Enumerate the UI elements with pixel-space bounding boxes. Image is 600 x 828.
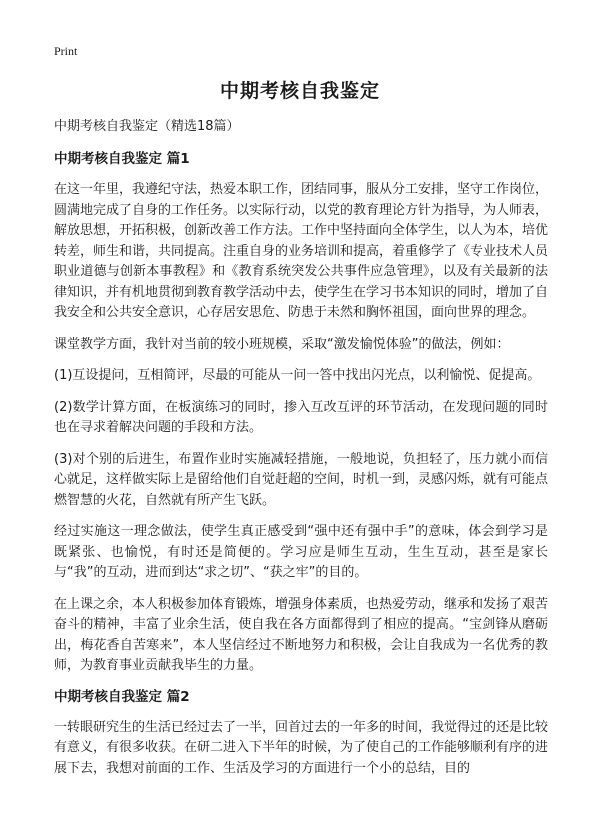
article-body (54, 118, 548, 790)
paragraph: (3)对个别的后进生，布置作业时实施减轻措施，一般地说，负担轻了，压力就小而信心就足，这样做实际上是留给他们自觉赶超的空间，时机一到，灵感闪烁，就有可能点燃智慧的火花，自然就有所产生飞跃。 (54, 451, 549, 508)
page-title: 中期考核自我鉴定 (219, 80, 380, 102)
section-heading-1: 中期考核自我鉴定 篇1 (54, 151, 190, 167)
paragraph: 课堂教学方面，我针对当前的较小班规模，采取“激发愉悦体验”的做法，例如： (54, 336, 510, 352)
paragraph: 在上课之余，本人积极参加体育锻炼，增强身体素质，也热爱劳动，继承和发扬了艰苦奋斗的精神，丰富了业余生活，使自我在各方面都得到了相应的提高。“宝剑锋从磨砺出，梅花香自苦寒来”，本人坚信经过不断地努力和积极，会让自我成为一名优秀的教师，为教育事业贡献我毕生的力量。 (54, 596, 549, 673)
paragraph: (2)数学计算方面，在板演练习的同时，掺入互改互评的环节活动，在发现问题的同时也在寻求着解决问题的手段和方法。 (54, 399, 548, 435)
section-heading-2: 中期考核自我鉴定 篇2 (54, 688, 190, 705)
print-link[interactable]: Print (54, 44, 78, 58)
article-subtitle: 中期考核自我鉴定（精选18篇） (54, 119, 240, 134)
paragraph: 在这一年里，我遵纪守法，热爱本职工作，团结同事，服从分工安排，坚守工作岗位，圆满地完成了自身的工作任务。以实际行动，以党的教育理论方针为指导，为人师表，解放思想，开拓积极，创新改善工作方法。工作中坚持面向全体学生，以人为本，培优转差，师生和谐，共同提高。注重自身的业务培训和提高，着重修学了《专业技术人员职业道德与创新本事教程》和《教育系统突发公共事件应急管理》，以及有关最新的法律知识，并有机地贯彻到教育教学活动中去，使学生在学习书本知识的同时，增加了自我安全和公共安全意识，心存居安思危、防患于未然和胸怀祖国，面向世界的理念。 (54, 182, 549, 320)
paragraph: 一转眼研究生的生活已经过去了一半，回首过去的一年多的时间，我觉得过的还是比较有意义，有很多收获。在研二进入下半年的时候，为了使自己的工作能够顺利有序的进展下去，我想对前面的工作、生活及学习的方面进行一个小的总结，目的 (54, 719, 549, 776)
paragraph: 经过实施这一理念做法，使学生真正感受到“强中还有强中手”的意味，体会到学习是既紧张、也愉悦，有时还是简便的。学习应是师生互动，生生互动，甚至是家长与“我”的互动，进而到达“求之切”、“获之牢”的目的。 (54, 524, 548, 580)
paragraph: (1)互设提问，互相简评，尽最的可能从一问一答中找出闪光点，以利愉悦、促提高。 (54, 368, 541, 383)
